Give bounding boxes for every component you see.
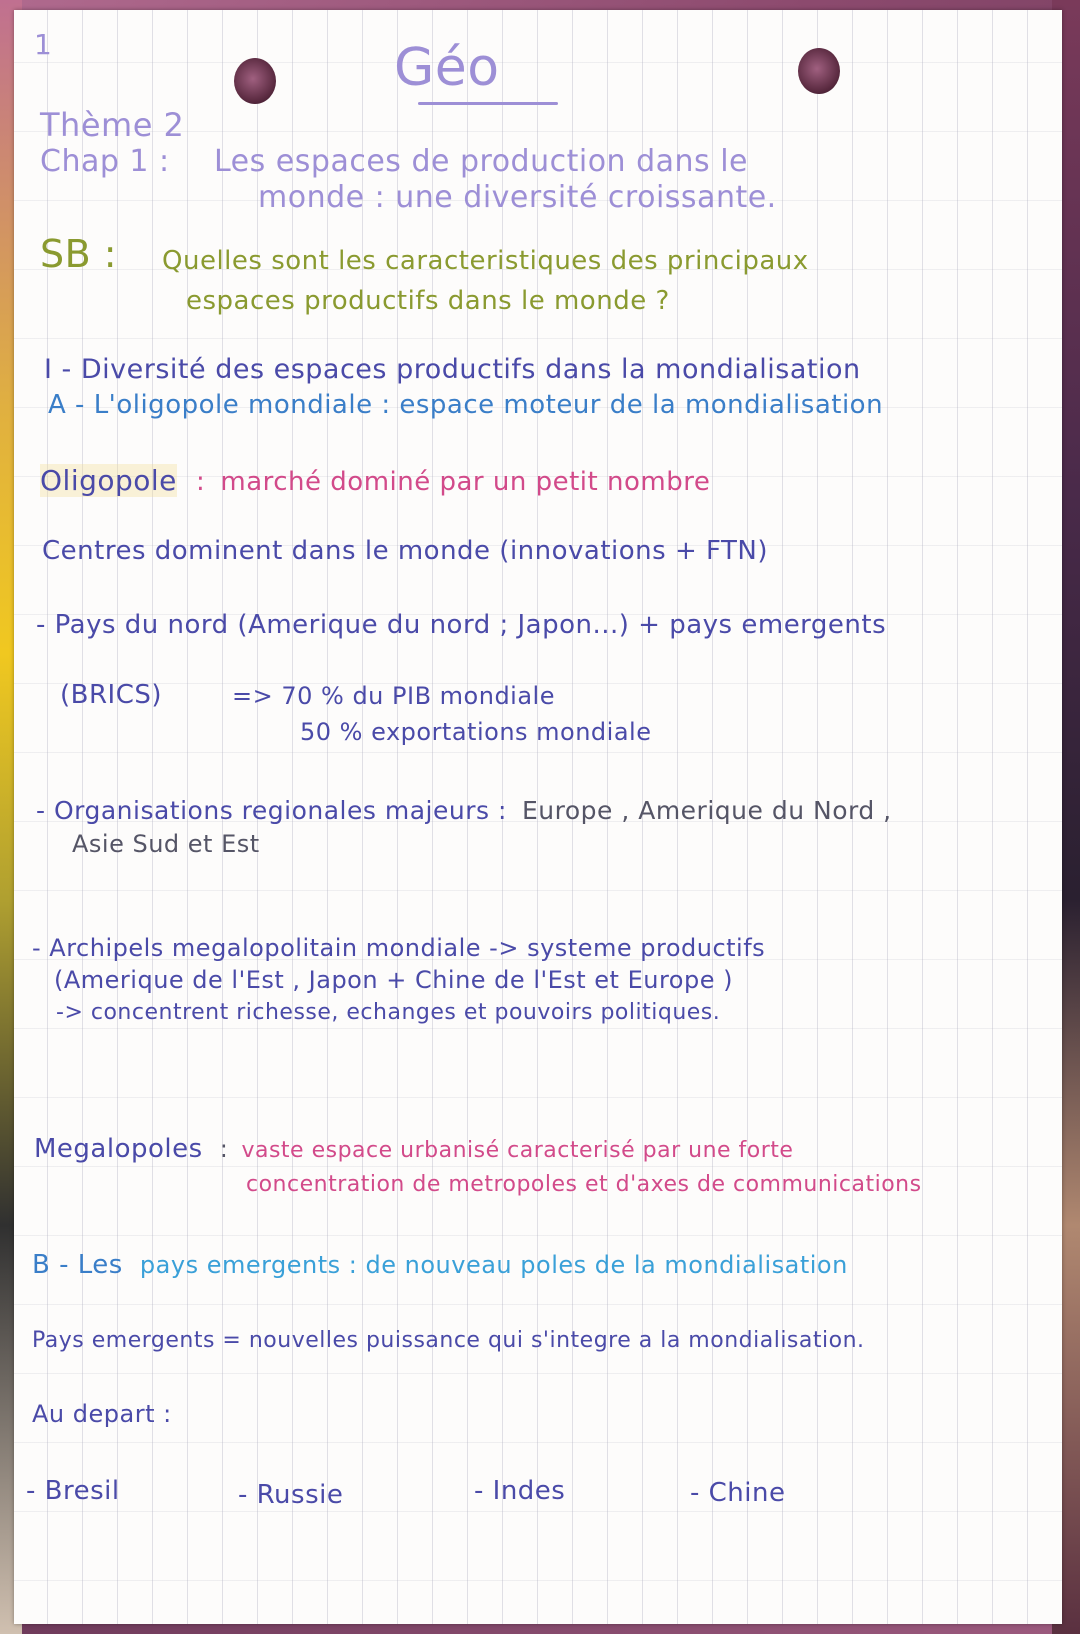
term-megalopoles: Megalopoles (34, 1134, 203, 1164)
chapter-title-line2: monde : une diversité croissante. (258, 180, 777, 215)
problematique-label: SB : (40, 232, 118, 276)
term-separator: : (219, 1135, 229, 1163)
subsection-B-prefix: B - Les (32, 1250, 123, 1280)
definition-megalopoles (34, 1134, 793, 1164)
au-depart-label: Au depart : (32, 1400, 172, 1428)
theme-label: Thème 2 (40, 106, 185, 144)
country-russie: - Russie (238, 1480, 344, 1510)
country-bresil: - Bresil (26, 1476, 120, 1506)
bullet-organisations (36, 796, 892, 825)
notebook-page (14, 10, 1062, 1624)
organisations-line2: Asie Sud et Est (72, 830, 260, 858)
bullet-archipels-line2: (Amerique de l'Est , Japon + Chine de l'Est et Europe ) (54, 966, 733, 994)
term-oligopole: Oligopole (40, 464, 177, 497)
subject-title: Géo (394, 38, 500, 98)
stat-pib: => 70 % du PIB mondiale (232, 682, 555, 710)
page-number: 1 (34, 28, 53, 61)
stat-exportations: 50 % exportations mondiale (300, 718, 652, 746)
bullet-archipels-line3: -> concentrent richesse, echanges et pouvoirs politiques. (56, 1000, 721, 1025)
organisations-regions: Europe , Amerique du Nord , (521, 796, 892, 825)
problematique-line1: Quelles sont les caracteristiques des principaux (162, 246, 809, 276)
chapter-label: Chap 1 : (40, 144, 170, 179)
organisations-label: - Organisations regionales majeurs : (36, 796, 507, 825)
binder-hole-right (798, 48, 840, 94)
brics-label: (BRICS) (60, 680, 163, 710)
subsection-B-title (32, 1250, 848, 1280)
subsection-A-title: A - L'oligopole mondiale : espace moteur de la mondialisation (48, 390, 884, 420)
chapter-title-line1: Les espaces de production dans le (214, 144, 748, 179)
centres-line: Centres dominent dans le monde (innovations + FTN) (42, 536, 768, 566)
megalopoles-line1: vaste espace urbanisé caracterisé par une forte (241, 1138, 794, 1163)
country-indes: - Indes (474, 1476, 566, 1506)
bullet-archipels-line1: - Archipels megalopolitain mondiale -> systeme productifs (32, 934, 766, 962)
problematique-line2: espaces productifs dans le monde ? (186, 286, 670, 316)
definition-text: marché dominé par un petit nombre (220, 467, 711, 497)
binder-hole-left (234, 58, 276, 104)
definition-oligopole (40, 464, 710, 497)
section-I-title: I - Diversité des espaces productifs dans la mondialisation (44, 354, 861, 385)
pays-emergents-definition: Pays emergents = nouvelles puissance qui s'integre a la mondialisation. (32, 1328, 865, 1353)
bullet-pays-nord: - Pays du nord (Amerique du nord ; Japon...) + pays emergents (36, 610, 887, 640)
term-separator: : (196, 467, 206, 497)
megalopoles-line2: concentration de metropoles et d'axes de communications (246, 1172, 922, 1197)
country-chine: - Chine (690, 1478, 786, 1508)
subsection-B-text: pays emergents : de nouveau poles de la mondialisation (139, 1251, 848, 1279)
title-underline (418, 102, 558, 105)
